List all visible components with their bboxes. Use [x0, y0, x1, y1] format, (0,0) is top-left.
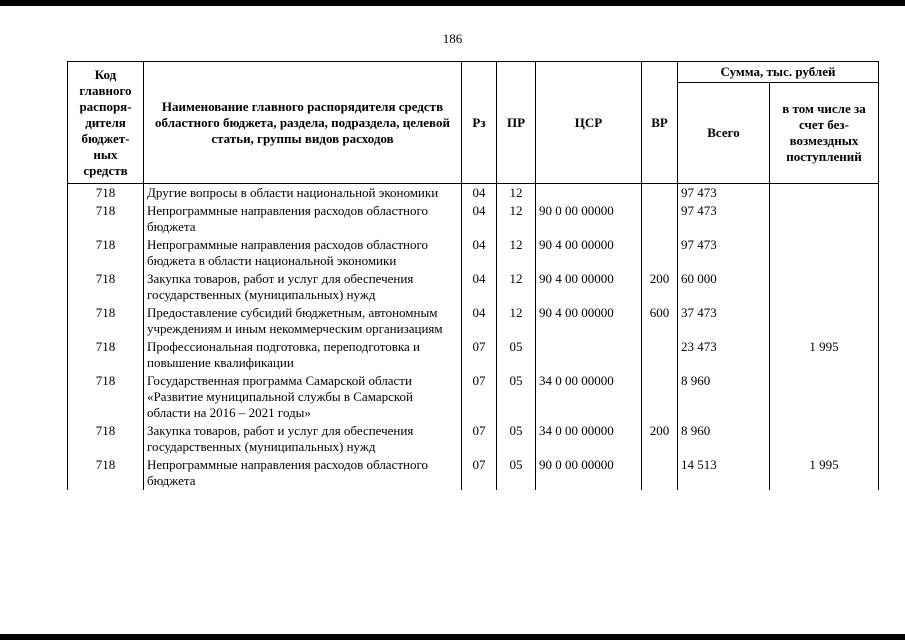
- cell-pr: 12: [497, 270, 536, 304]
- cell-grants: [770, 270, 879, 304]
- cell-csr: 90 4 00 00000: [536, 270, 642, 304]
- cell-rz: 07: [462, 456, 497, 490]
- cell-csr: 34 0 00 00000: [536, 422, 642, 456]
- cell-csr: 90 4 00 00000: [536, 304, 642, 338]
- cell-name: Другие вопросы в области национальной экономики: [144, 184, 462, 203]
- cell-pr: 12: [497, 236, 536, 270]
- table-row: [68, 184, 879, 203]
- cell-grants: [770, 422, 879, 456]
- cell-rz: 04: [462, 202, 497, 236]
- table-row: [68, 236, 879, 270]
- cell-code: 718: [68, 270, 144, 304]
- table-row: [68, 456, 879, 490]
- cell-code: 718: [68, 184, 144, 203]
- page-number: 186: [442, 31, 463, 46]
- header-name: Наименование главного распорядителя средств областного бюджета, раздела, подраздела, целевой статьи, группы видов расходов: [144, 62, 462, 184]
- cell-code: 718: [68, 236, 144, 270]
- header-pr: ПР: [497, 62, 536, 184]
- table-row: [68, 304, 879, 338]
- cell-rz: 04: [462, 236, 497, 270]
- table-row: [68, 338, 879, 372]
- cell-total: 60 000: [678, 270, 770, 304]
- cell-pr: 05: [497, 338, 536, 372]
- cell-name: Непрограммные направления расходов областного бюджета: [144, 202, 462, 236]
- cell-csr: [536, 184, 642, 203]
- header-sum: Сумма, тыс. рублей: [678, 62, 879, 83]
- cell-rz: 07: [462, 422, 497, 456]
- cell-rz: 04: [462, 304, 497, 338]
- cell-name: Государственная программа Самарской области «Развитие муниципальной службы в Самарской области на 2016 – 2021 годы»: [144, 372, 462, 422]
- header-total: Всего: [678, 83, 770, 184]
- cell-total: 23 473: [678, 338, 770, 372]
- cell-vr: [642, 202, 678, 236]
- table-row: [68, 372, 879, 422]
- cell-grants: [770, 304, 879, 338]
- cell-code: 718: [68, 202, 144, 236]
- cell-total: 97 473: [678, 202, 770, 236]
- cell-vr: [642, 236, 678, 270]
- header-vr: ВР: [642, 62, 678, 184]
- cell-csr: 90 4 00 00000: [536, 236, 642, 270]
- cell-vr: 600: [642, 304, 678, 338]
- header-grants: в том числе за счет без-возмездных поступлений: [770, 83, 879, 184]
- cell-grants: [770, 202, 879, 236]
- cell-pr: 05: [497, 456, 536, 490]
- cell-grants: 1 995: [770, 338, 879, 372]
- cell-rz: 04: [462, 184, 497, 203]
- cell-pr: 12: [497, 184, 536, 203]
- cell-code: 718: [68, 422, 144, 456]
- cell-pr: 12: [497, 304, 536, 338]
- cell-vr: 200: [642, 422, 678, 456]
- cell-total: 37 473: [678, 304, 770, 338]
- cell-grants: [770, 372, 879, 422]
- cell-name: Непрограммные направления расходов областного бюджета в области национальной экономики: [144, 236, 462, 270]
- cell-vr: 200: [642, 270, 678, 304]
- budget-table: [67, 61, 879, 490]
- cell-total: 8 960: [678, 422, 770, 456]
- cell-pr: 05: [497, 422, 536, 456]
- cell-total: 97 473: [678, 236, 770, 270]
- cell-total: 14 513: [678, 456, 770, 490]
- cell-name: Профессиональная подготовка, переподготовка и повышение квалификации: [144, 338, 462, 372]
- cell-total: 8 960: [678, 372, 770, 422]
- cell-grants: [770, 184, 879, 203]
- cell-csr: [536, 338, 642, 372]
- header-code: Код главного распоря-дителя бюджет-ных средств: [68, 62, 144, 184]
- header-csr: ЦСР: [536, 62, 642, 184]
- cell-csr: 90 0 00 00000: [536, 456, 642, 490]
- cell-vr: [642, 372, 678, 422]
- cell-csr: 90 0 00 00000: [536, 202, 642, 236]
- cell-grants: 1 995: [770, 456, 879, 490]
- cell-vr: [642, 456, 678, 490]
- cell-code: 718: [68, 456, 144, 490]
- cell-name: Непрограммные направления расходов областного бюджета: [144, 456, 462, 490]
- cell-pr: 05: [497, 372, 536, 422]
- cell-total: 97 473: [678, 184, 770, 203]
- cell-rz: 04: [462, 270, 497, 304]
- table-row: [68, 202, 879, 236]
- table-row: [68, 270, 879, 304]
- cell-vr: [642, 184, 678, 203]
- cell-rz: 07: [462, 372, 497, 422]
- cell-code: 718: [68, 338, 144, 372]
- cell-vr: [642, 338, 678, 372]
- cell-name: Закупка товаров, работ и услуг для обеспечения государственных (муниципальных) нужд: [144, 270, 462, 304]
- bottom-border: [0, 634, 905, 640]
- cell-code: 718: [68, 372, 144, 422]
- header-rz: Рз: [462, 62, 497, 184]
- top-border: [0, 0, 905, 6]
- cell-rz: 07: [462, 338, 497, 372]
- table-row: [68, 422, 879, 456]
- cell-code: 718: [68, 304, 144, 338]
- cell-name: Предоставление субсидий бюджетным, автономным учреждениям и иным некоммерческим организациям: [144, 304, 462, 338]
- cell-name: Закупка товаров, работ и услуг для обеспечения государственных (муниципальных) нужд: [144, 422, 462, 456]
- cell-grants: [770, 236, 879, 270]
- cell-pr: 12: [497, 202, 536, 236]
- cell-csr: 34 0 00 00000: [536, 372, 642, 422]
